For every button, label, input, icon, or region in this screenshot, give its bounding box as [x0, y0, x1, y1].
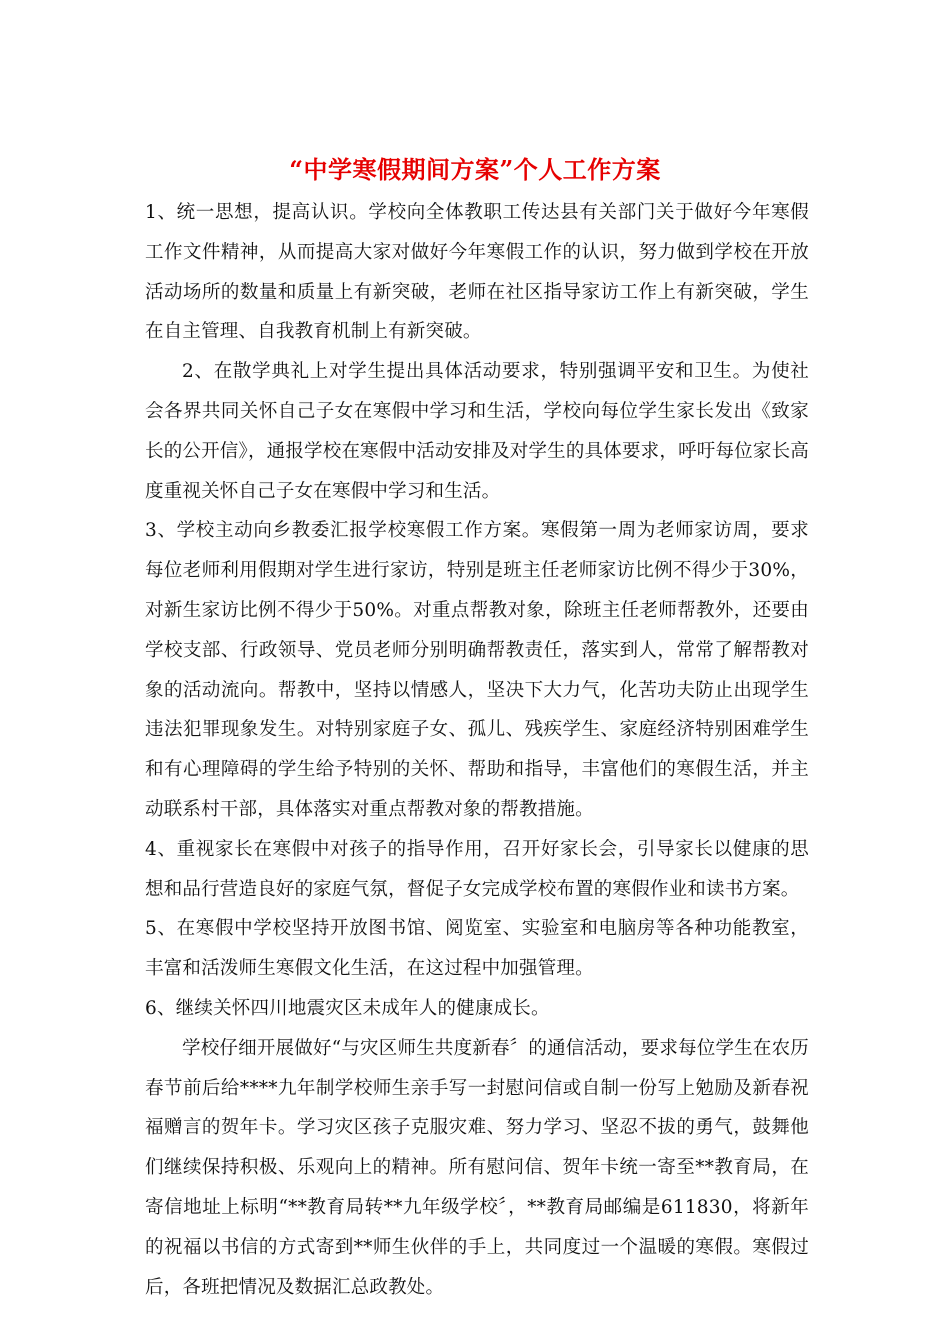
paragraph-3: 3、学校主动向乡教委汇报学校寒假工作方案。寒假第一周为老师家访周，要求每位老师利用假期对学生进行家访，特别是班主任老师家访比例不得少于30%，对新生家访比例不得少于50%。对重点帮教对象，除班主任老师帮教外，还要由学校支部、行政领导、党员老师分别明确帮教责任，落实到人，常常了解帮教对象的活动流向。帮教中，坚持以情感人，坚决下大力气，化苦功夫防止出现学生违法犯罪现象发生。对特别家庭子女、孤儿、残疾学生、家庭经济特别困难学生和有心理障碍的学生给予特别的关怀、帮助和指导，丰富他们的寒假生活，并主动联系村干部，具体落实对重点帮教对象的帮教措施。	[145, 520, 809, 820]
document-body	[145, 193, 809, 1307]
paragraph-7: 学校仔细开展做好“与灾区师生共度新春〞的通信活动，要求每位学生在农历春节前后给****九年制学校师生亲手写一封慰问信或自制一份写上勉励及新春祝福赠言的贺年卡。学习灾区孩子克服灾难、努力学习、坚忍不拔的勇气，鼓舞他们继续保持积极、乐观向上的精神。所有慰问信、贺年卡统一寄至**教育局，在寄信地址上标明“**教育局转**九年级学校〞，**教育局邮编是611830，将新年的祝福以书信的方式寄到**师生伙伴的手上，共同度过一个温暖的寒假。寒假过后，各班把情况及数据汇总政教处。	[145, 1037, 809, 1298]
paragraph-1: 1、统一思想，提高认识。学校向全体教职工传达县有关部门关于做好今年寒假工作文件精神，从而提高大家对做好今年寒假工作的认识，努力做到学校在开放活动场所的数量和质量上有新突破，老师在社区指导家访工作上有新突破，学生在自主管理、自我教育机制上有新突破。	[145, 202, 809, 343]
paragraph-4: 4、重视家长在寒假中对孩子的指导作用，召开好家长会，引导家长以健康的思想和品行营造良好的家庭气氛，督促子女完成学校布置的寒假作业和读书方案。	[145, 838, 809, 900]
paragraph-6: 6、继续关怀四川地震灾区未成年人的健康成长。	[145, 997, 550, 1019]
document-title: “中学寒假期间方案”个人工作方案	[289, 155, 661, 184]
paragraph-5: 5、在寒假中学校坚持开放图书馆、阅览室、实验室和电脑房等各种功能教室，丰富和活泼师生寒假文化生活，在这过程中加强管理。	[145, 918, 809, 980]
paragraph-2: 2、在散学典礼上对学生提出具体活动要求，特别强调平安和卫生。为使社会各界共同关怀自己子女在寒假中学习和生活，学校向每位学生家长发出《致家长的公开信》，通报学校在寒假中活动安排及对学生的具体要求，呼吁每位家长高度重视关怀自己子女在寒假中学习和生活。	[145, 361, 809, 502]
